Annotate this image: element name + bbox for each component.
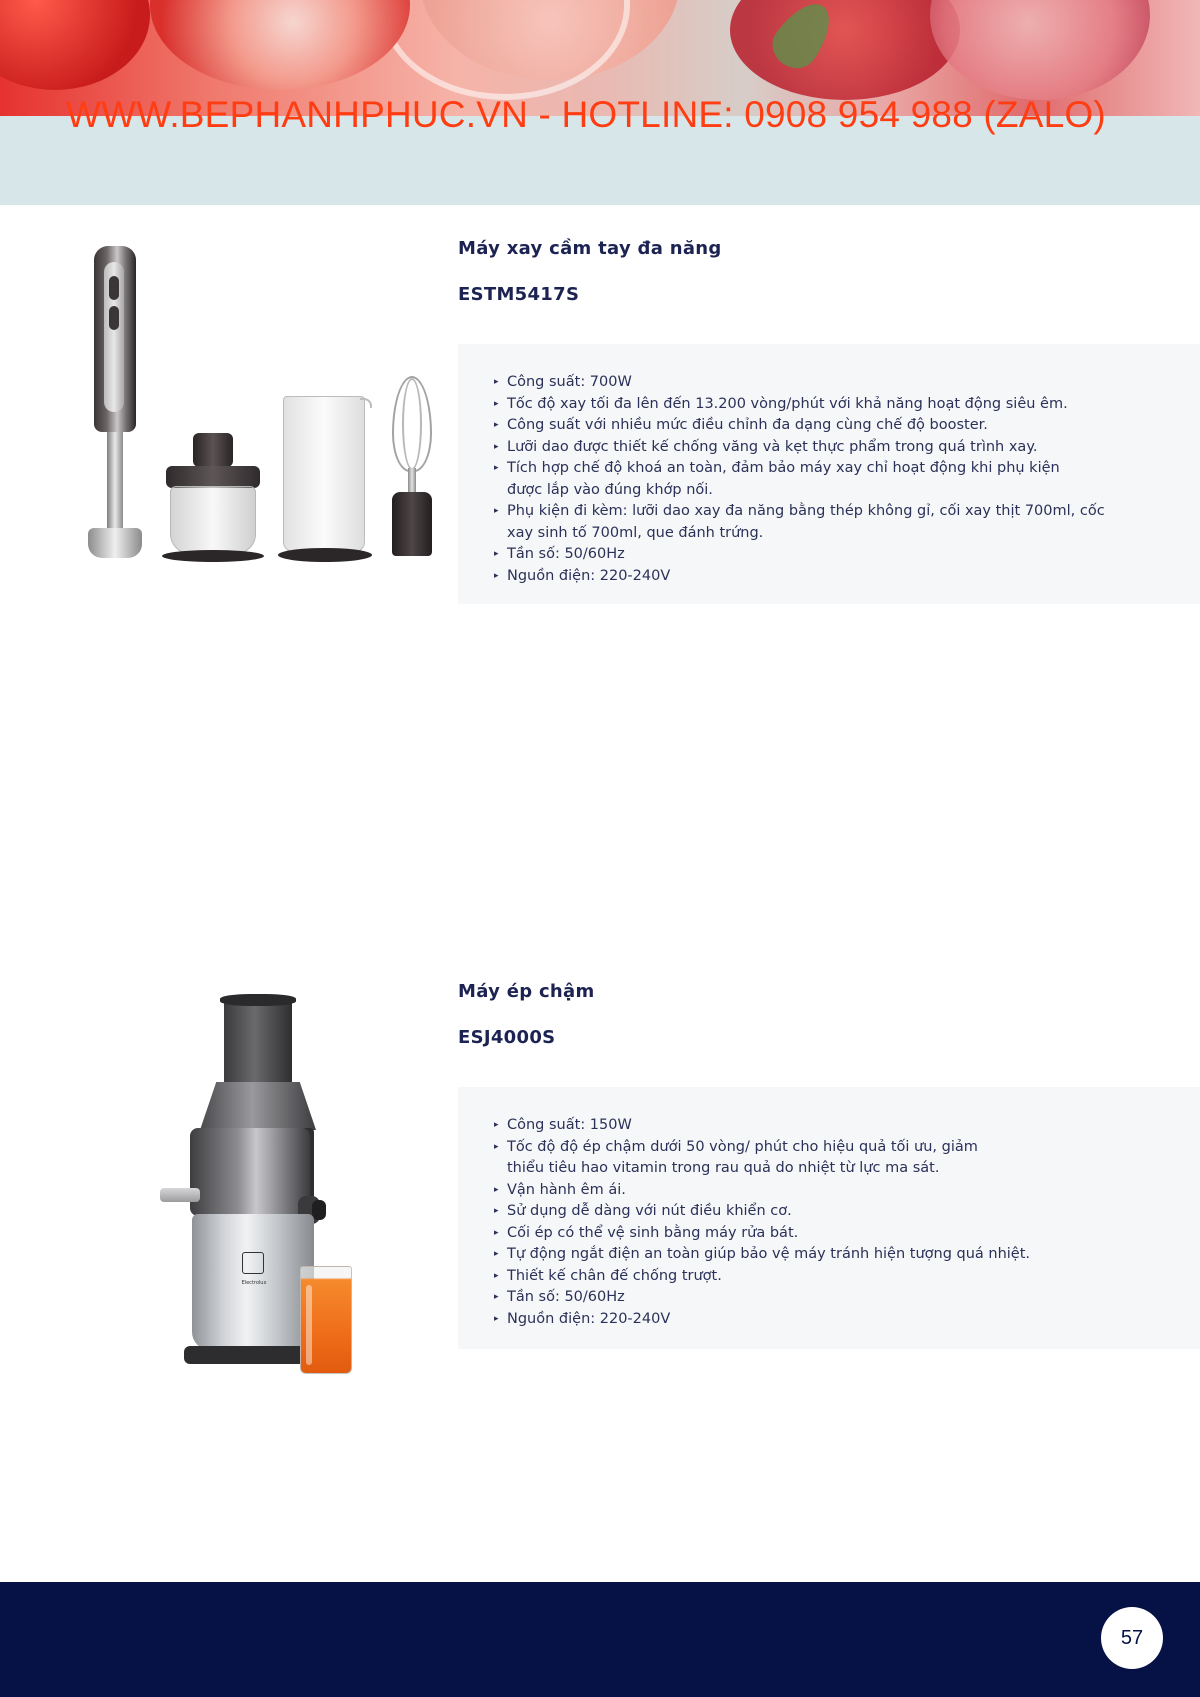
- spec-item: ▸ Tốc độ xay tối đa lên đến 13.200 vòng/phút với khả năng hoạt động siêu êm.: [494, 394, 1200, 416]
- spec-item: ▸ Công suất: 150W: [494, 1115, 1200, 1137]
- spec-item: ▸ Tốc độ độ ép chậm dưới 50 vòng/ phút cho hiệu quả tối ưu, giảm thiểu tiêu hao vitamin trong rau quả do nhiệt từ lực ma sát.: [494, 1137, 1200, 1180]
- product-title: Máy xay cầm tay đa năng: [458, 238, 722, 259]
- product-model: ESJ4000S: [458, 1027, 556, 1048]
- spec-item: ▸ Tần số: 50/60Hz: [494, 544, 1200, 566]
- website-hotline-watermark: WWW.BEPHANHPHUC.VN - HOTLINE: 0908 954 988 (ZALO): [66, 94, 1106, 135]
- spec-item: ▸ Lưỡi dao được thiết kế chống văng và kẹt thực phẩm trong quá trình xay.: [494, 437, 1200, 459]
- spec-item: ▸ Sử dụng dễ dàng với nút điều khiển cơ.: [494, 1201, 1200, 1223]
- brand-logo-text: Electrolux: [241, 1280, 267, 1286]
- spec-item: ▸ Công suất: 700W: [494, 372, 1200, 394]
- footer-bar: [0, 1582, 1200, 1697]
- spec-item: ▸ Nguồn điện: 220-240V: [494, 566, 1200, 588]
- spec-item: ▸ Công suất với nhiều mức điều chỉnh đa dạng cùng chế độ booster.: [494, 415, 1200, 437]
- product-title: Máy ép chậm: [458, 981, 595, 1002]
- electrolux-logo-icon: [242, 1252, 264, 1274]
- spec-item: ▸ Tự động ngắt điện an toàn giúp bảo vệ máy tránh hiện tượng quá nhiệt.: [494, 1244, 1200, 1266]
- header-banner: [0, 0, 1200, 205]
- product-model: ESTM5417S: [458, 284, 580, 305]
- spec-item: ▸ Thiết kế chân đế chống trượt.: [494, 1266, 1200, 1288]
- spec-list: [458, 1087, 1200, 1330]
- page-number: 57: [1120, 1626, 1144, 1649]
- spec-list: [458, 344, 1200, 587]
- spec-item: ▸ Tích hợp chế độ khoá an toàn, đảm bảo máy xay chỉ hoạt động khi phụ kiện được lắp vào đúng khớp nối.: [494, 458, 1200, 501]
- spec-item: ▸ Cối ép có thể vệ sinh bằng máy rửa bát.: [494, 1223, 1200, 1245]
- spec-box: [458, 1087, 1200, 1349]
- spec-item: ▸ Phụ kiện đi kèm: lưỡi dao xay đa năng bằng thép không gỉ, cối xay thịt 700ml, cốc xay sinh tố 700ml, que đánh trứng.: [494, 501, 1200, 544]
- spec-item: ▸ Vận hành êm ái.: [494, 1180, 1200, 1202]
- spec-item: ▸ Tần số: 50/60Hz: [494, 1287, 1200, 1309]
- page-number-badge: [1101, 1607, 1163, 1669]
- spec-item: ▸ Nguồn điện: 220-240V: [494, 1309, 1200, 1331]
- spec-box: [458, 344, 1200, 604]
